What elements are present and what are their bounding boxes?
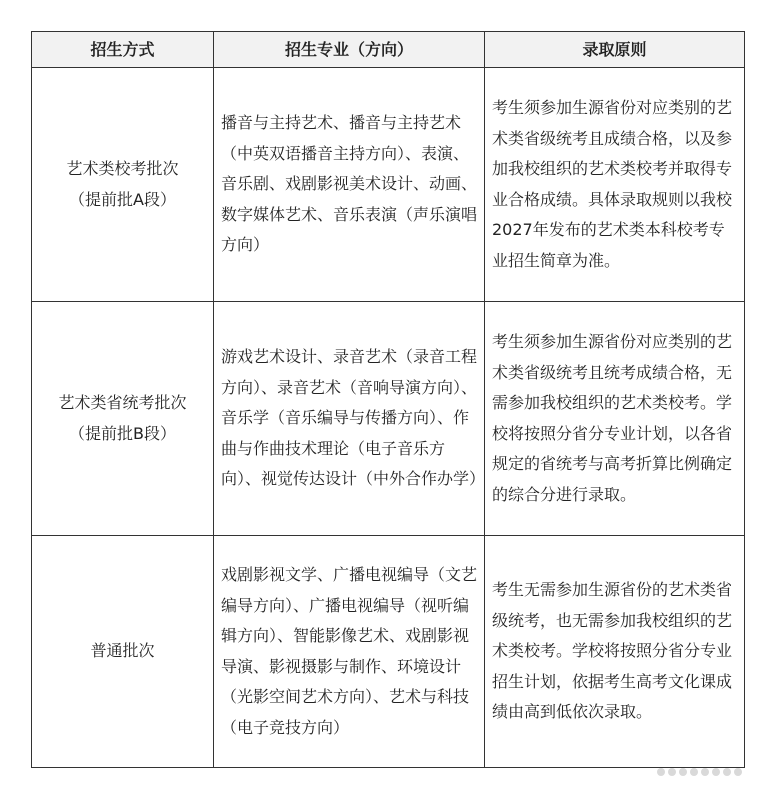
admission-mode-batch: （提前批A段） (69, 189, 176, 209)
header-admission-rule: 录取原则 (485, 32, 745, 68)
admission-mode-name: 艺术类省统考批次 (58, 393, 187, 412)
header-admission-mode: 招生方式 (32, 32, 214, 68)
admission-mode-cell (32, 302, 214, 536)
admission-mode-cell (32, 536, 214, 768)
table-row (32, 68, 745, 302)
admission-mode-name: 普通批次 (90, 641, 155, 661)
admission-mode-cell (32, 68, 214, 302)
admission-table (31, 31, 745, 768)
admission-rule-cell: 考生须参加生源省份对应类别的艺术类省级统考且成绩合格，以及参加我校组织的艺术类校考并取得专业合格成绩。具体录取规则以我校2027年发布的艺术类本科校考专业招生简章为准。 (485, 68, 745, 302)
table-row (32, 302, 745, 536)
major-list-cell: 播音与主持艺术、播音与主持艺术（中英双语播音主持方向）、表演、音乐剧、戏剧影视美术设计、动画、数字媒体艺术、音乐表演（声乐演唱方向） (214, 68, 485, 302)
header-major: 招生专业（方向） (214, 32, 485, 68)
major-list-cell: 游戏艺术设计、录音艺术（录音工程方向）、录音艺术（音响导演方向）、音乐学（音乐编导与传播方向）、作曲与作曲技术理论（电子音乐方向）、视觉传达设计（中外合作办学） (214, 302, 485, 536)
table-header-row (32, 32, 745, 68)
major-list-cell: 戏剧影视文学、广播电视编导（文艺编导方向）、广播电视编导（视听编辑方向）、智能影像艺术、戏剧影视导演、影视摄影与制作、环境设计（光影空间艺术方向）、艺术与科技（电子竞技方向） (214, 536, 485, 768)
admission-rule-cell: 考生须参加生源省份对应类别的艺术类省级统考且统考成绩合格，无需参加我校组织的艺术类校考。学校将按照分省分专业计划，以各省规定的省统考与高考折算比例确定的综合分进行录取。 (485, 302, 745, 536)
watermark-dots (657, 761, 767, 781)
table-row (32, 536, 745, 768)
admission-mode-batch: （提前批B段） (69, 423, 176, 443)
admission-rule-cell: 考生无需参加生源省份的艺术类省级统考，也无需参加我校组织的艺术类校考。学校将按照分省分专业招生计划，依据考生高考文化课成绩由高到低依次录取。 (485, 536, 745, 768)
admission-mode-name: 艺术类校考批次 (66, 159, 179, 178)
